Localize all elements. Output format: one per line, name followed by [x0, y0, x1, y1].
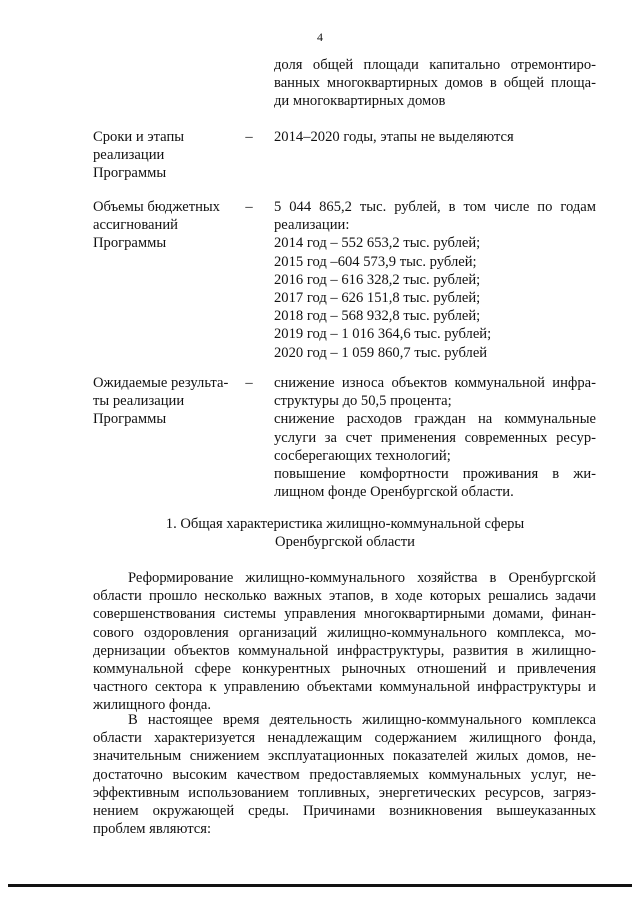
value-line: 2014–2020 годы, этапы не выделяются [274, 129, 514, 145]
paragraph-line: области прошло несколько важных этапов, в ходе которых решались задачи [93, 588, 596, 605]
value-line: 2020 год – 1 059 860,7 тыс. рублей [274, 344, 488, 361]
value-line: снижение износа объектов коммунальной инфра- [274, 375, 596, 391]
body-paragraph [93, 569, 596, 715]
body-paragraph [93, 711, 596, 838]
passport-label [93, 128, 233, 183]
paragraph-line: дернизации объектов коммунальной инфраструктуры, развития в жилищно- [93, 642, 596, 659]
section-heading-line: 1. Общая характеристика жилищно-коммунальной сферы [165, 516, 525, 532]
label-line: Программы [93, 235, 167, 252]
paragraph-line: области характеризуется ненадлежащим содержанием жилищного фонда, [93, 730, 596, 747]
value-line: доля общей площади капитально отремонтиро- [274, 57, 596, 73]
paragraph-line: нением окружающей среды. Причинами возникновения вышеуказанных [93, 803, 596, 820]
passport-dash: – [245, 129, 253, 145]
section-heading-line: Оренбургской области [275, 534, 415, 551]
paragraph-line: частного сектора к управлению объектами коммунальной инфраструктуры и [93, 679, 596, 696]
value-line: 5 044 865,2 тыс. рублей, в том числе по годам [274, 199, 596, 215]
value-line: ди многоквартирных домов [274, 93, 446, 110]
paragraph-line: В настоящее время деятельность жилищно-коммунального комплекса [128, 712, 596, 728]
value-line: 2017 год – 626 151,8 тыс. рублей; [274, 290, 481, 307]
value-line: снижение расходов граждан на коммунальные [274, 411, 596, 428]
paragraph-line: сового оздоровления организаций жилищно-коммунального комплекса, мо- [93, 624, 596, 641]
value-line: структуры до 50,5 процента; [274, 393, 452, 410]
paragraph-line: достаточно высоким качеством предоставляемых коммунальных услуг, не- [93, 766, 596, 783]
value-line: 2018 год – 568 932,8 тыс. рублей; [274, 308, 481, 325]
paragraph-line: значительным снижением эксплуатационных показателей жилых домов, не- [93, 748, 596, 765]
page-number: 4 [317, 30, 323, 44]
passport-value [274, 374, 596, 501]
paragraph-line: жилищного фонда. [93, 697, 212, 714]
passport-dash: – [245, 199, 253, 215]
value-line: 2015 год –604 573,9 тыс. рублей; [274, 253, 477, 270]
value-line: 2019 год – 1 016 364,6 тыс. рублей; [274, 326, 492, 343]
label-line: реализации [93, 147, 165, 164]
passport-continuation-value [274, 56, 596, 111]
paragraph-line: проблем являются: [93, 821, 212, 838]
label-line: Программы [93, 411, 167, 428]
value-line: лищном фонде Оренбургской области. [274, 484, 514, 501]
value-line: 2016 год – 616 328,2 тыс. рублей; [274, 271, 481, 288]
label-line: Ожидаемые результа- [93, 375, 229, 391]
paragraph-line: коммунальной сфере конкурентных рыночных отношений и привлечения [93, 661, 596, 678]
value-line: ванных многоквартирных домов в общей площа- [274, 75, 596, 92]
value-line: повышение комфортности проживания в жи- [274, 466, 596, 483]
passport-label [93, 198, 233, 253]
value-line: услуги за счет применения современных ресур- [274, 429, 596, 446]
label-line: ты реализации [93, 393, 185, 410]
label-line: ассигнований [93, 217, 178, 234]
passport-value [274, 128, 596, 146]
footer-rule [8, 884, 632, 887]
value-line: сосберегающих технологий; [274, 447, 451, 464]
passport-value [274, 198, 596, 362]
label-line: Сроки и этапы [93, 129, 185, 145]
passport-dash: – [245, 375, 253, 391]
paragraph-line: эффективным использованием топливных, энергетических ресурсов, загряз- [93, 784, 596, 801]
paragraph-line: совершенствования системы управления многоквартирными домами, финан- [93, 606, 596, 623]
passport-label [93, 374, 233, 429]
label-line: Программы [93, 165, 167, 182]
value-line: 2014 год – 552 653,2 тыс. рублей; [274, 235, 481, 252]
paragraph-line: Реформирование жилищно-коммунального хозяйства в Оренбургской [128, 570, 596, 586]
value-line: реализации: [274, 217, 350, 234]
section-heading [0, 515, 640, 551]
label-line: Объемы бюджетных [93, 199, 220, 215]
